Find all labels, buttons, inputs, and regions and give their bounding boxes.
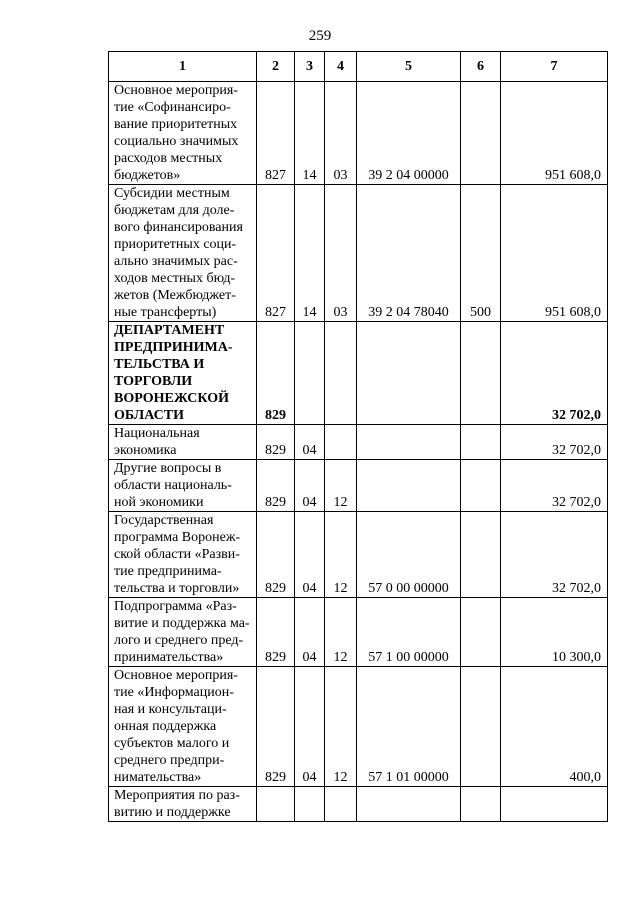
row-target-article-cell [357, 460, 461, 512]
row-target-article-cell [357, 787, 461, 822]
row-grbs-text: 829 [265, 650, 286, 665]
row-grbs-cell [257, 460, 295, 512]
row-name-text: Основное мероприя- тие «Софинансиро- вание приоритетных социально значимых расходов местных бюджетов» [114, 83, 239, 183]
row-subsection-text: 12 [333, 770, 348, 785]
row-section-text: 14 [302, 305, 317, 320]
row-name-cell [109, 322, 257, 425]
row-target-article-text: 39 2 04 00000 [368, 168, 449, 183]
row-grbs-cell [257, 82, 295, 185]
row-target-article-cell [357, 82, 461, 185]
row-target-article-text: 39 2 04 78040 [368, 305, 449, 320]
row-subsection-text: 12 [333, 581, 348, 596]
row-amount-text: 32 702,0 [552, 495, 601, 510]
row-section-text: 04 [302, 495, 317, 510]
row-expense-type-cell [461, 787, 501, 822]
row-subsection-cell [325, 460, 357, 512]
header-cell: 3 [295, 52, 325, 82]
row-target-article-cell [357, 425, 461, 460]
row-subsection-text: 03 [333, 168, 348, 183]
row-expense-type-cell [461, 667, 501, 787]
table-header-row [109, 52, 608, 82]
row-section-text: 14 [302, 168, 317, 183]
header-cell: 2 [257, 52, 295, 82]
table-row [109, 512, 608, 598]
row-amount-cell [501, 185, 608, 322]
row-name-cell [109, 185, 257, 322]
row-name-cell [109, 598, 257, 667]
row-name-text: Национальная экономика [114, 426, 200, 458]
row-amount-cell [501, 598, 608, 667]
page-number: 259 [308, 28, 332, 44]
row-amount-text: 32 702,0 [552, 581, 601, 596]
row-grbs-text: 829 [265, 443, 286, 458]
table-row [109, 787, 608, 822]
row-subsection-text: 03 [333, 305, 348, 320]
row-expense-type-text: 500 [470, 305, 491, 320]
row-section-cell [295, 667, 325, 787]
row-subsection-cell [325, 425, 357, 460]
header-cell: 4 [325, 52, 357, 82]
row-grbs-text: 829 [265, 770, 286, 785]
row-subsection-text: 12 [333, 495, 348, 510]
row-grbs-cell [257, 667, 295, 787]
row-grbs-text: 829 [265, 408, 286, 423]
row-grbs-cell [257, 512, 295, 598]
row-amount-cell [501, 512, 608, 598]
table-row [109, 460, 608, 512]
row-section-cell [295, 460, 325, 512]
row-target-article-text: 57 1 00 00000 [368, 650, 449, 665]
row-section-cell [295, 787, 325, 822]
row-target-article-cell [357, 322, 461, 425]
row-amount-cell [501, 322, 608, 425]
table-row [109, 185, 608, 322]
table-row [109, 425, 608, 460]
row-section-text: 04 [302, 581, 317, 596]
row-target-article-cell [357, 598, 461, 667]
row-amount-cell [501, 460, 608, 512]
row-grbs-cell [257, 322, 295, 425]
row-section-cell [295, 512, 325, 598]
row-target-article-text: 57 1 01 00000 [368, 770, 449, 785]
header-cell: 6 [461, 52, 501, 82]
row-grbs-cell [257, 185, 295, 322]
row-name-cell [109, 460, 257, 512]
row-target-article-cell [357, 667, 461, 787]
row-subsection-cell [325, 667, 357, 787]
row-amount-text: 32 702,0 [552, 443, 601, 458]
row-section-text: 04 [302, 770, 317, 785]
row-name-cell [109, 425, 257, 460]
row-section-cell [295, 82, 325, 185]
row-grbs-text: 827 [265, 168, 286, 183]
row-name-text: Другие вопросы в области националь- ной экономики [114, 461, 232, 510]
table-row [109, 667, 608, 787]
row-amount-cell [501, 787, 608, 822]
row-grbs-text: 827 [265, 305, 286, 320]
row-grbs-cell [257, 425, 295, 460]
row-amount-cell [501, 425, 608, 460]
row-amount-text: 10 300,0 [552, 650, 601, 665]
row-amount-text: 951 608,0 [545, 168, 601, 183]
row-section-cell [295, 322, 325, 425]
row-amount-cell [501, 82, 608, 185]
row-subsection-cell [325, 512, 357, 598]
row-section-cell [295, 185, 325, 322]
row-section-cell [295, 598, 325, 667]
row-target-article-cell [357, 185, 461, 322]
row-name-text: Мероприятия по раз- витию и поддержке [114, 788, 240, 820]
row-section-cell [295, 425, 325, 460]
row-expense-type-cell [461, 322, 501, 425]
row-grbs-text: 829 [265, 495, 286, 510]
row-subsection-cell [325, 82, 357, 185]
row-grbs-text: 829 [265, 581, 286, 596]
row-subsection-cell [325, 598, 357, 667]
row-name-text: Субсидии местным бюджетам для доле- вого финансирования приоритетных соци- ально значимых рас- ходов местных бюд- жетов (Межбюджет- ные трансферты) [114, 186, 243, 320]
row-expense-type-cell [461, 185, 501, 322]
row-amount-text: 951 608,0 [545, 305, 601, 320]
row-amount-text: 400,0 [569, 770, 601, 785]
row-section-text: 04 [302, 650, 317, 665]
row-subsection-cell [325, 185, 357, 322]
row-section-text: 04 [302, 443, 317, 458]
row-amount-text: 32 702,0 [552, 408, 601, 423]
table-row [109, 82, 608, 185]
row-grbs-cell [257, 787, 295, 822]
row-expense-type-cell [461, 82, 501, 185]
row-name-text: Государственная программа Воронеж- ской области «Разви- тие предпринима- тельства и торговли» [114, 513, 241, 596]
row-subsection-cell [325, 787, 357, 822]
row-subsection-cell [325, 322, 357, 425]
header-cell: 1 [109, 52, 257, 82]
row-name-cell [109, 82, 257, 185]
table-row [109, 598, 608, 667]
row-expense-type-cell [461, 512, 501, 598]
row-target-article-text: 57 0 00 00000 [368, 581, 449, 596]
header-cell: 5 [357, 52, 461, 82]
row-expense-type-cell [461, 598, 501, 667]
row-target-article-cell [357, 512, 461, 598]
row-expense-type-cell [461, 460, 501, 512]
header-cell: 7 [501, 52, 608, 82]
row-name-cell [109, 667, 257, 787]
row-name-cell [109, 787, 257, 822]
row-name-text: ДЕПАРТАМЕНТ ПРЕДПРИНИМА- ТЕЛЬСТВА И ТОРГОВЛИ ВОРОНЕЖСКОЙ ОБЛАСТИ [114, 323, 233, 423]
row-name-cell [109, 512, 257, 598]
budget-table [108, 51, 608, 822]
table-row [109, 322, 608, 425]
row-grbs-cell [257, 598, 295, 667]
row-name-text: Основное мероприя- тие «Информацион- ная и консультаци- онная поддержка субъектов малого и среднего предпри- нимательства» [114, 668, 238, 785]
row-expense-type-cell [461, 425, 501, 460]
row-name-text: Подпрограмма «Раз- витие и поддержка ма- лого и среднего пред- принимательства» [114, 599, 250, 665]
row-amount-cell [501, 667, 608, 787]
row-subsection-text: 12 [333, 650, 348, 665]
